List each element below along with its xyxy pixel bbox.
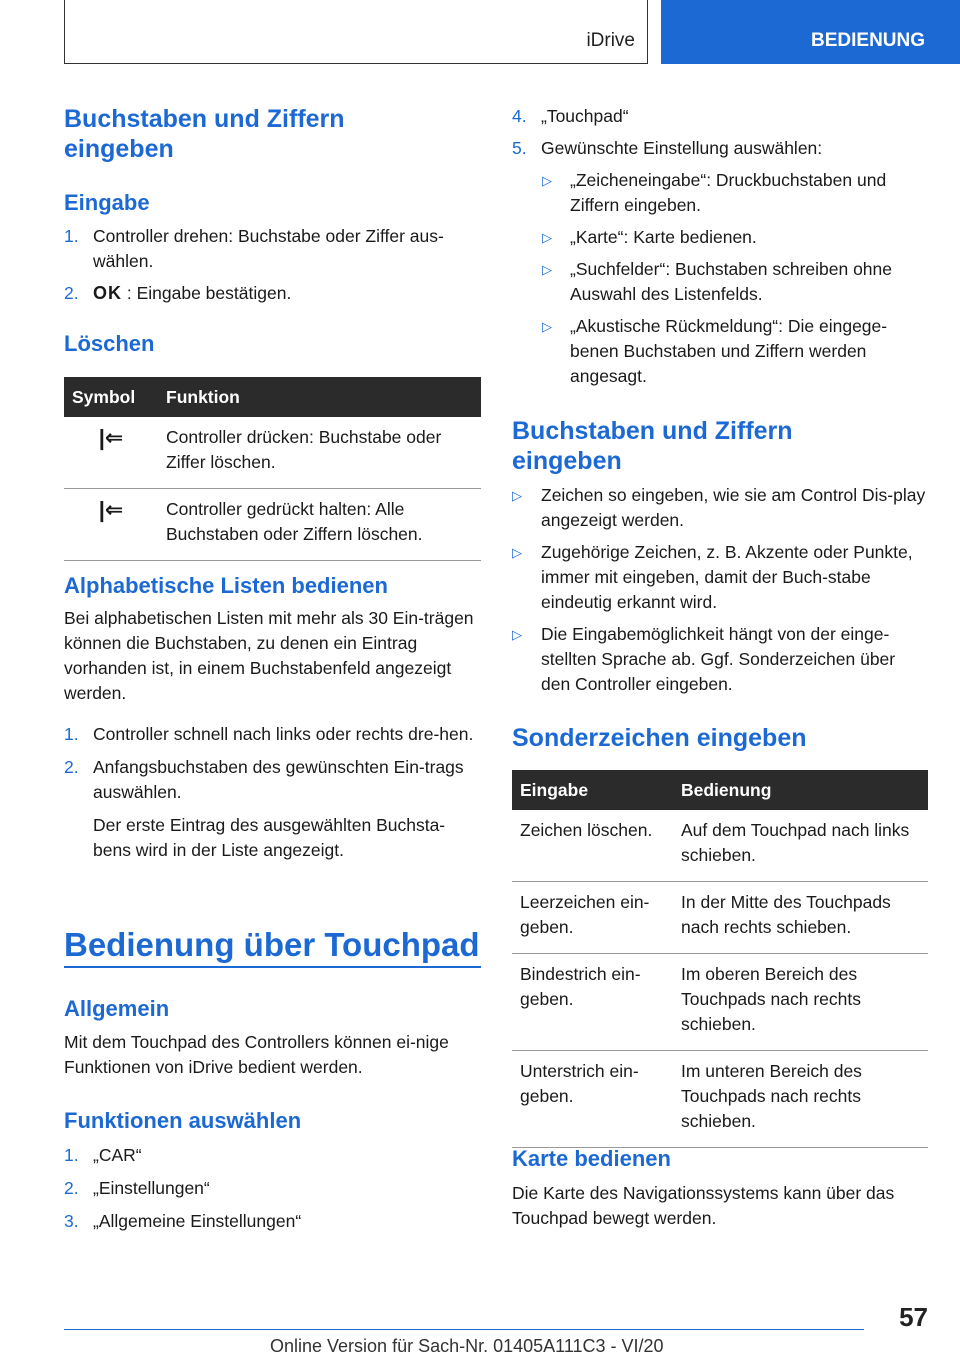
list-note: Der erste Eintrag des ausgewählten Buchsta-bens wird in der Liste angezeigt. <box>93 815 446 860</box>
loeschen-table <box>64 377 481 561</box>
table-header: Bedienung <box>673 770 928 810</box>
option-item: ▷ „Akustische Rückmeldung“: Die eingege-benen Buchstaben und Ziffern werden angesagt. <box>542 316 888 386</box>
back-arrow-icon: |⇐ <box>98 497 124 522</box>
heading-alpha: Alphabetische Listen bedienen <box>64 573 388 598</box>
table-header: Funktion <box>158 377 481 417</box>
table-row: Zeichen löschen. Auf dem Touchpad nach links schieben. <box>512 810 928 882</box>
table-header: Eingabe <box>512 770 673 810</box>
list-item: 5. Gewünschte Einstellung auswählen: <box>512 138 823 158</box>
option-item: ▷ „Karte“: Karte bedienen. <box>512 225 928 250</box>
triangle-bullet-icon: ▷ <box>512 627 522 642</box>
funktionen-list <box>64 1143 481 1234</box>
back-arrow-icon: |⇐ <box>98 425 124 450</box>
list-item: 2. Anfangsbuchstaben des gewünschten Ein-trags auswählen. <box>64 757 464 802</box>
allgemein-text: Mit dem Touchpad des Controllers können ei-nige Funktionen von iDrive bedient werden. <box>64 1032 449 1077</box>
list-item: 1. „CAR“ <box>64 1145 142 1165</box>
triangle-bullet-icon: ▷ <box>542 319 552 334</box>
table-row: |⇐ Controller gedrückt halten: Alle Buchstaben oder Ziffern löschen. <box>64 489 481 561</box>
list-item: 1. Controller schnell nach links oder rechts dre-hen. <box>64 724 474 744</box>
triangle-bullet-icon: ▷ <box>542 230 552 245</box>
option-item: ▷ „Zeicheneingabe“: Druckbuchstaben und Ziffern eingeben. <box>542 170 887 215</box>
heading-input2: Buchstaben und Ziffern eingeben <box>512 417 793 475</box>
header-section: iDrive <box>586 30 635 51</box>
footer-rule <box>64 1329 864 1330</box>
list-item: 2. OK : Eingabe bestätigen. <box>64 281 481 306</box>
heading-allgemein: Allgemein <box>64 996 170 1021</box>
table-header: Symbol <box>64 377 158 417</box>
ok-icon: OK <box>93 283 122 303</box>
heading-rule <box>64 966 481 968</box>
sonder-table <box>512 770 928 1148</box>
heading-karte: Karte bedienen <box>512 1146 671 1171</box>
triangle-bullet-icon: ▷ <box>512 488 522 503</box>
steps-list <box>512 104 928 389</box>
heading-sonder: Sonderzeichen eingeben <box>512 724 807 752</box>
heading-eingabe: Eingabe <box>64 190 150 215</box>
page-number: 57 <box>899 1302 928 1332</box>
bullet-item: ▷ Die Eingabemöglichkeit hängt von der einge-stellten Sprache ab. Ggf. Sonderzeichen über den Controller eingeben. <box>512 624 896 694</box>
bullet-item: ▷ Zeichen so eingeben, wie sie am Control Dis-play angezeigt werden. <box>512 485 926 530</box>
triangle-bullet-icon: ▷ <box>512 545 522 560</box>
list-item: 2. „Einstellungen“ <box>64 1178 210 1198</box>
header-box <box>64 0 648 64</box>
table-row: Bindestrich ein-geben. Im oberen Bereich des Touchpads nach rechts schieben. <box>512 954 928 1051</box>
heading-touchpad: Bedienung über Touchpad <box>64 926 480 963</box>
table-row: Leerzeichen ein-geben. In der Mitte des Touchpads nach rechts schieben. <box>512 882 928 954</box>
table-row: |⇐ Controller drücken: Buchstabe oder Ziffer löschen. <box>64 417 481 489</box>
triangle-bullet-icon: ▷ <box>542 262 552 277</box>
heading-input: Buchstaben und Ziffern eingeben <box>64 105 345 163</box>
bullet-item: ▷ Zugehörige Zeichen, z. B. Akzente oder Punkte, immer mit eingeben, damit der Buch-stabe eindeutig erkannt wird. <box>512 542 913 612</box>
heading-loeschen: Löschen <box>64 331 155 356</box>
list-item: 4. „Touchpad“ <box>512 106 629 126</box>
header-tab: BEDIENUNG <box>661 0 960 64</box>
list-item: 1. Controller drehen: Buchstabe oder Ziffer aus-wählen. <box>64 226 444 271</box>
heading-funktionen: Funktionen auswählen <box>64 1108 302 1133</box>
option-item: ▷ „Suchfelder“: Buchstaben schreiben ohne Auswahl des Listenfelds. <box>542 259 893 304</box>
table-row: Unterstrich ein-geben. Im unteren Bereich des Touchpads nach rechts schieben. <box>512 1051 928 1148</box>
karte-text: Die Karte des Navigationssystems kann über das Touchpad bewegt werden. <box>512 1183 895 1228</box>
alpha-list <box>64 722 481 863</box>
list-item: 3. „Allgemeine Einstellungen“ <box>64 1211 302 1231</box>
eingabe-list <box>64 224 481 306</box>
input2-list <box>512 483 928 697</box>
alpha-text: Bei alphabetischen Listen mit mehr als 30 Ein-trägen können die Buchstaben, zu denen ein Eintrag vorhanden ist, in einem Buchstabenfeld angezeigt werden. <box>64 608 474 703</box>
triangle-bullet-icon: ▷ <box>542 173 552 188</box>
footer-text: Online Version für Sach-Nr. 01405A111C3 - VI/20 <box>270 1336 664 1356</box>
